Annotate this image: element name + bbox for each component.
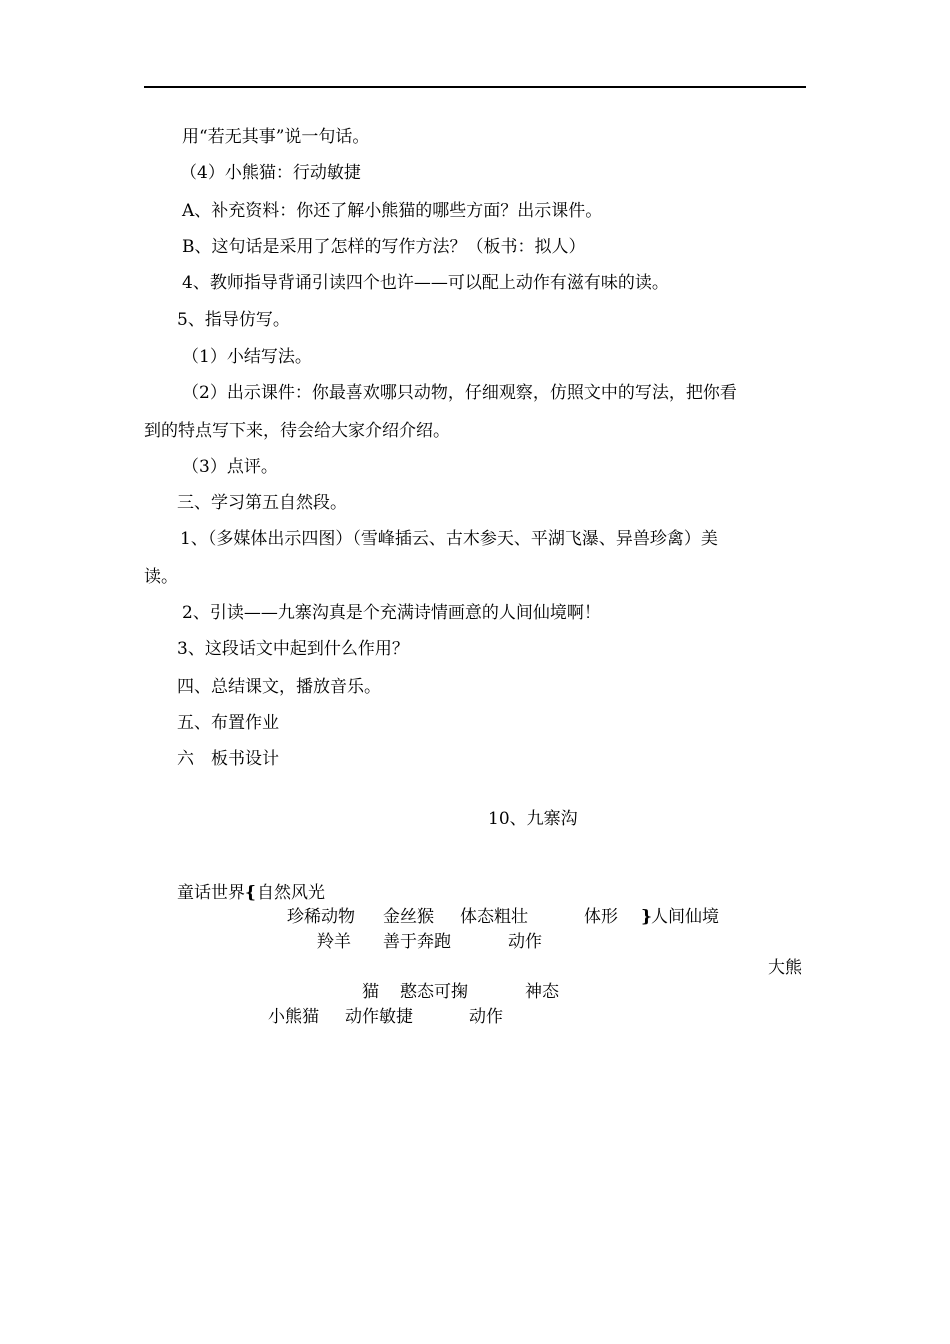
board-rare-animals: 珍稀动物: [287, 907, 355, 927]
text-line: 三、学习第五自然段。: [177, 493, 347, 513]
board-red-panda-trait: 动作敏捷: [345, 1007, 413, 1027]
text-line: 5、指导仿写。: [177, 310, 290, 330]
board-panda-part2: 猫: [362, 982, 379, 1002]
board-red-panda: 小熊猫: [268, 1007, 319, 1027]
text-line: 六 板书设计: [177, 749, 279, 769]
text-line: 3、这段话文中起到什么作用？: [177, 639, 409, 659]
board-root: 童话世界: [177, 883, 245, 903]
board-antelope: 羚羊: [317, 932, 351, 952]
board-red-panda-aspect: 动作: [469, 1007, 503, 1027]
text-line: 五、布置作业: [177, 713, 279, 733]
board-brace-close: }: [641, 907, 652, 927]
header-rule: [144, 86, 806, 88]
text-line: （1）小结写法。: [182, 347, 312, 367]
board-panda-trait: 憨态可掬: [400, 982, 468, 1002]
board-monkey-aspect: 体形: [584, 907, 618, 927]
board-title: 10、九寨沟: [488, 809, 578, 829]
text-line: 4、教师指导背诵引读四个也许——可以配上动作有滋有味的读。: [182, 273, 669, 293]
board-monkey: 金丝猴: [383, 907, 434, 927]
board-fairyland: 人间仙境: [651, 907, 719, 927]
text-line: （3）点评。: [182, 457, 278, 477]
text-line: B、这句话是采用了怎样的写作方法？（板书：拟人）: [182, 237, 586, 257]
text-line: 2、引读——九寨沟真是个充满诗情画意的人间仙境啊！: [182, 603, 601, 623]
text-line: A、补充资料：你还了解小熊猫的哪些方面？出示课件。: [182, 201, 603, 221]
board-brace-open: {: [245, 883, 256, 903]
board-panda-aspect: 神态: [525, 982, 559, 1002]
board-panda-part1: 大熊: [768, 958, 802, 978]
board-antelope-trait: 善于奔跑: [383, 932, 451, 952]
board-monkey-trait: 体态粗壮: [460, 907, 528, 927]
text-line: （2）出示课件：你最喜欢哪只动物，仔细观察，仿照文中的写法，把你看: [182, 383, 737, 403]
text-line: 用“若无其事”说一句话。: [182, 127, 370, 147]
text-line: （4）小熊猫：行动敏捷: [180, 163, 361, 183]
text-line: 读。: [144, 567, 178, 587]
board-natural: 自然风光: [257, 883, 325, 903]
text-line: 到的特点写下来，待会给大家介绍介绍。: [144, 421, 450, 441]
board-antelope-aspect: 动作: [508, 932, 542, 952]
text-line: 1、（多媒体出示四图）（雪峰插云、古木参天、平湖飞瀑、异兽珍禽）美: [180, 529, 718, 549]
text-line: 四、总结课文，播放音乐。: [177, 677, 381, 697]
